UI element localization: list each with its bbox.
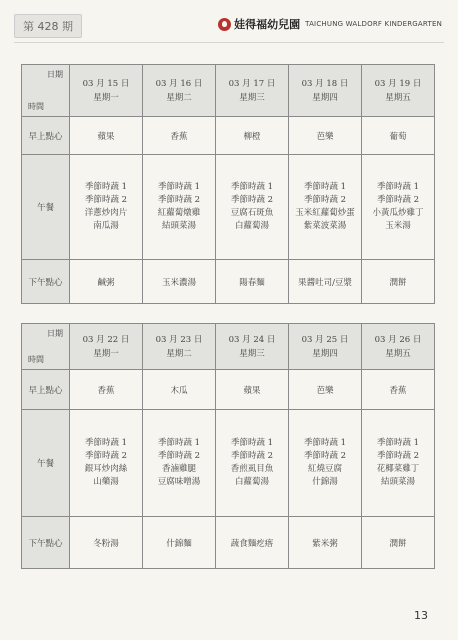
lunch-item: 季節時蔬 1 (84, 182, 128, 192)
menu-cell: 芭樂 (289, 370, 362, 410)
lunch-item: 紅燒豆腐 (307, 464, 342, 474)
issue-number: 第 428 期 (14, 14, 82, 38)
header-divider (14, 42, 444, 43)
lunch-item: 紫菜波菜湯 (303, 221, 347, 231)
day-header (216, 324, 289, 370)
lunch-item: 季節時蔬 2 (84, 451, 128, 461)
date: 03 月 24 日 (228, 334, 276, 345)
lunch-item: 季節時蔬 1 (376, 182, 420, 192)
day-header (289, 324, 362, 370)
weekday: 星期五 (385, 92, 411, 103)
lunch-item: 季節時蔬 1 (303, 438, 347, 448)
menu-cell: 玉米濃湯 (143, 260, 216, 304)
date: 03 月 22 日 (82, 334, 130, 345)
lunch-cell (362, 155, 435, 260)
menu-table-week-2 (21, 323, 435, 569)
afternoon-snack-row (22, 260, 435, 304)
lunch-item: 結頭菜湯 (161, 221, 196, 231)
lunch-item: 白蘿蔔湯 (234, 477, 269, 487)
menu-cell: 潤餅 (362, 260, 435, 304)
weekday: 星期四 (312, 92, 338, 103)
menu-cell: 柳橙 (216, 117, 289, 155)
menu-cell: 果醬吐司/豆漿 (289, 260, 362, 304)
page-number: 13 (414, 609, 428, 622)
weekday: 星期一 (93, 92, 119, 103)
row-label-morning: 早上點心 (22, 370, 70, 410)
lunch-item: 季節時蔬 1 (84, 438, 128, 448)
corner-date-label: 日期 (47, 329, 63, 338)
lunch-item: 香滷雞腿 (161, 464, 196, 474)
date: 03 月 23 日 (155, 334, 203, 345)
lunch-cell (70, 410, 143, 517)
menu-cell: 潤餅 (362, 517, 435, 569)
corner-time-label: 時間 (28, 355, 44, 364)
corner-time-label: 時間 (28, 102, 44, 111)
menu-cell: 木瓜 (143, 370, 216, 410)
date: 03 月 15 日 (82, 78, 130, 89)
menu-cell: 香蕉 (70, 370, 143, 410)
menu-cell: 蔬食麵疙瘩 (216, 517, 289, 569)
lunch-item: 玉米紅蘿蔔炒蛋 (295, 208, 355, 218)
lunch-item: 季節時蔬 1 (230, 182, 274, 192)
lunch-item: 山藥湯 (93, 477, 119, 487)
lunch-item: 豆腐味噌湯 (157, 477, 201, 487)
menu-cell: 陽春麵 (216, 260, 289, 304)
lunch-item: 季節時蔬 2 (303, 451, 347, 461)
weekday: 星期三 (239, 92, 265, 103)
lunch-item: 季節時蔬 2 (303, 195, 347, 205)
lunch-item: 銀耳炒肉絲 (84, 464, 128, 474)
logo-chinese-name: 娃得福幼兒園 (234, 18, 301, 31)
morning-snack-row (22, 370, 435, 410)
lunch-item: 花椰菜雞丁 (376, 464, 420, 474)
lunch-item: 季節時蔬 1 (303, 182, 347, 192)
lunch-item: 季節時蔬 2 (230, 195, 274, 205)
lunch-item: 季節時蔬 2 (157, 195, 201, 205)
lunch-item: 豆腐石斑魚 (230, 208, 274, 218)
date: 03 月 17 日 (228, 78, 276, 89)
day-header (289, 65, 362, 117)
lunch-item: 季節時蔬 2 (230, 451, 274, 461)
date-header-row (22, 65, 435, 117)
lunch-item: 結頭菜湯 (380, 477, 415, 487)
lunch-item: 香煎虱目魚 (230, 464, 274, 474)
lunch-cell (216, 155, 289, 260)
lunch-cell (143, 155, 216, 260)
day-header (70, 324, 143, 370)
lunch-item: 小黃瓜炒雞丁 (372, 208, 424, 218)
row-label-morning: 早上點心 (22, 117, 70, 155)
lunch-item: 季節時蔬 2 (157, 451, 201, 461)
date: 03 月 18 日 (301, 78, 349, 89)
menu-cell: 香蕉 (362, 370, 435, 410)
menu-cell: 香蕉 (143, 117, 216, 155)
lunch-cell (289, 410, 362, 517)
lunch-item: 洋蔥炒肉片 (84, 208, 128, 218)
menu-table-week-1 (21, 64, 435, 304)
lunch-cell (70, 155, 143, 260)
menu-cell: 葡萄 (362, 117, 435, 155)
day-header (362, 324, 435, 370)
lunch-item: 季節時蔬 1 (157, 438, 201, 448)
day-header (143, 65, 216, 117)
menu-cell: 冬粉湯 (70, 517, 143, 569)
day-header (362, 65, 435, 117)
day-header (70, 65, 143, 117)
date: 03 月 19 日 (374, 78, 422, 89)
lunch-item: 什錦湯 (312, 477, 338, 487)
lunch-cell (216, 410, 289, 517)
date: 03 月 26 日 (374, 334, 422, 345)
logo-icon (218, 18, 231, 31)
lunch-item: 白蘿蔔湯 (234, 221, 269, 231)
weekday: 星期四 (312, 348, 338, 359)
lunch-item: 季節時蔬 2 (376, 451, 420, 461)
lunch-item: 季節時蔬 1 (230, 438, 274, 448)
weekday: 星期五 (385, 348, 411, 359)
lunch-item: 玉米湯 (385, 221, 411, 231)
corner-cell (22, 65, 70, 117)
day-header (143, 324, 216, 370)
date: 03 月 16 日 (155, 78, 203, 89)
weekday: 星期二 (166, 348, 192, 359)
menu-cell: 芭樂 (289, 117, 362, 155)
lunch-item: 季節時蔬 2 (376, 195, 420, 205)
afternoon-snack-row (22, 517, 435, 569)
lunch-row (22, 155, 435, 260)
row-label-lunch: 午餐 (22, 410, 70, 517)
lunch-row (22, 410, 435, 517)
corner-date-label: 日期 (47, 70, 63, 79)
row-label-lunch: 午餐 (22, 155, 70, 260)
date-header-row (22, 324, 435, 370)
menu-cell: 蘋果 (70, 117, 143, 155)
weekday: 星期三 (239, 348, 265, 359)
weekday: 星期二 (166, 92, 192, 103)
menu-cell: 蘋果 (216, 370, 289, 410)
day-header (216, 65, 289, 117)
kindergarten-logo (218, 16, 442, 32)
lunch-cell (143, 410, 216, 517)
logo-english-name: TAICHUNG WALDORF KINDERGARTEN (305, 20, 442, 28)
lunch-item: 季節時蔬 1 (157, 182, 201, 192)
corner-cell (22, 324, 70, 370)
weekday: 星期一 (93, 348, 119, 359)
row-label-afternoon: 下午點心 (22, 517, 70, 569)
lunch-cell (362, 410, 435, 517)
morning-snack-row (22, 117, 435, 155)
lunch-item: 季節時蔬 1 (376, 438, 420, 448)
lunch-item: 季節時蔬 2 (84, 195, 128, 205)
lunch-cell (289, 155, 362, 260)
menu-cell: 鹹粥 (70, 260, 143, 304)
lunch-item: 南瓜湯 (93, 221, 119, 231)
date: 03 月 25 日 (301, 334, 349, 345)
menu-cell: 什錦麵 (143, 517, 216, 569)
menu-cell: 紫米粥 (289, 517, 362, 569)
lunch-item: 紅蘿蔔燉雞 (157, 208, 201, 218)
row-label-afternoon: 下午點心 (22, 260, 70, 304)
